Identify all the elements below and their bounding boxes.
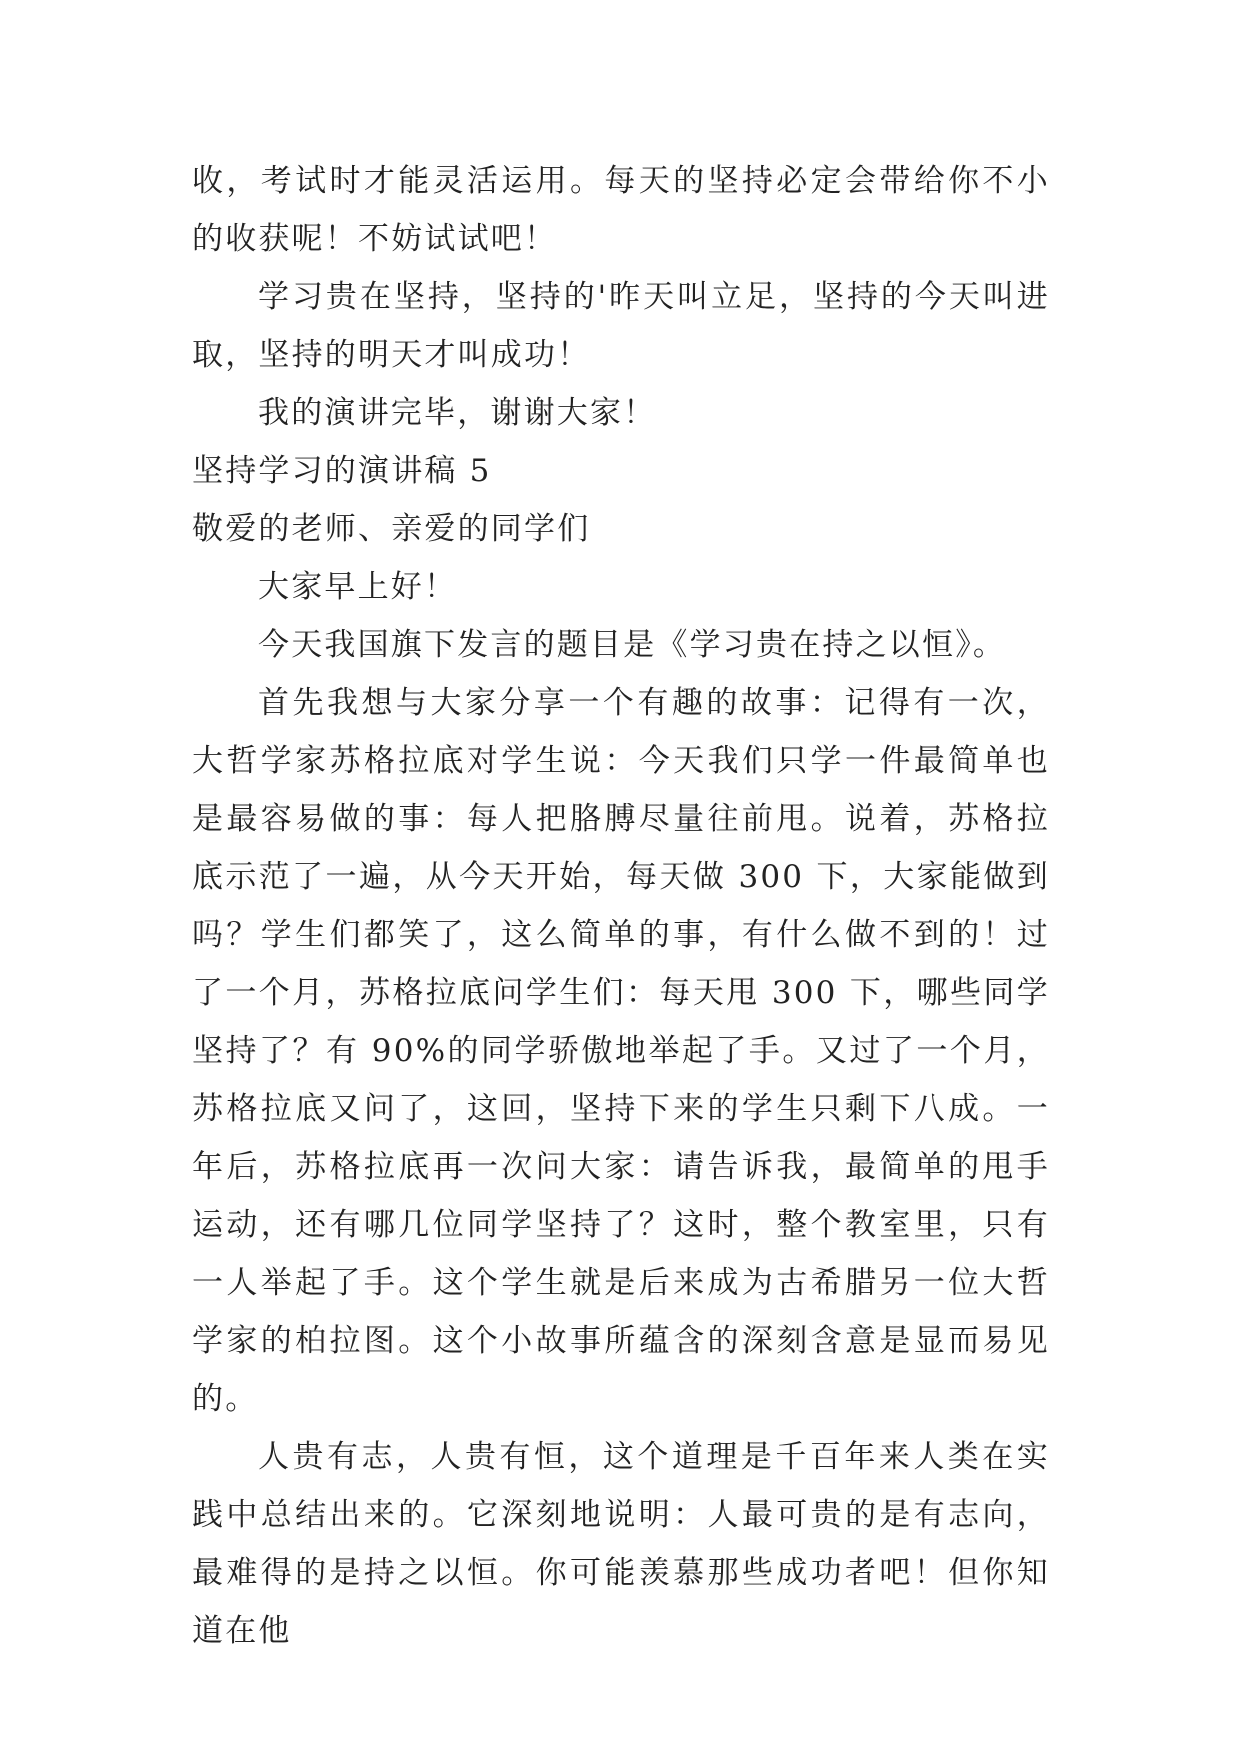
paragraph-topic: 今天我国旗下发言的题目是《学习贵在持之以恒》。: [258, 627, 1007, 663]
paragraph-persistence: 学习贵在坚持，坚持的'昨天叫立足，坚持的今天叫进取，坚持的明天才叫成功！: [192, 279, 1050, 373]
document-body: [192, 152, 1050, 1660]
paragraph-perseverance: 人贵有志，人贵有恒，这个道理是千百年来人类在实践中总结出来的。它深刻地说明：人最可贵的是有志向，最难得的是持之以恒。你可能羡慕那些成功者吧！但你知道在他: [192, 1439, 1050, 1649]
speech-title: 坚持学习的演讲稿 5: [192, 453, 492, 489]
greeting: 大家早上好！: [258, 569, 458, 605]
paragraph-continuation: 收，考试时才能灵活运用。每天的坚持必定会带给你不小的收获呢！不妨试试吧！: [192, 163, 1050, 257]
paragraph-closing: 我的演讲完毕，谢谢大家！: [258, 395, 657, 431]
salutation: 敬爱的老师、亲爱的同学们: [192, 511, 591, 547]
paragraph-socrates-story: 首先我想与大家分享一个有趣的故事：记得有一次，大哲学家苏格拉底对学生说：今天我们只学一件最简单也是最容易做的事：每人把胳膊尽量往前甩。说着，苏格拉底示范了一遍，从今天开始，每天做 300 下，大家能做到吗？学生们都笑了，这么简单的事，有什么做不到的！过了一个月，苏格拉底问学生们：每天甩 300 下，哪些同学坚持了？有 90%的同学骄傲地举起了手。又过了一个月，苏格拉底又问了，这回，坚持下来的学生只剩下八成。一年后，苏格拉底再一次问大家：请告诉我，最简单的甩手运动，还有哪几位同学坚持了？这时，整个教室里，只有一人举起了手。这个学生就是后来成为古希腊另一位大哲学家的柏拉图。这个小故事所蕴含的深刻含意是显而易见的。: [192, 685, 1050, 1417]
